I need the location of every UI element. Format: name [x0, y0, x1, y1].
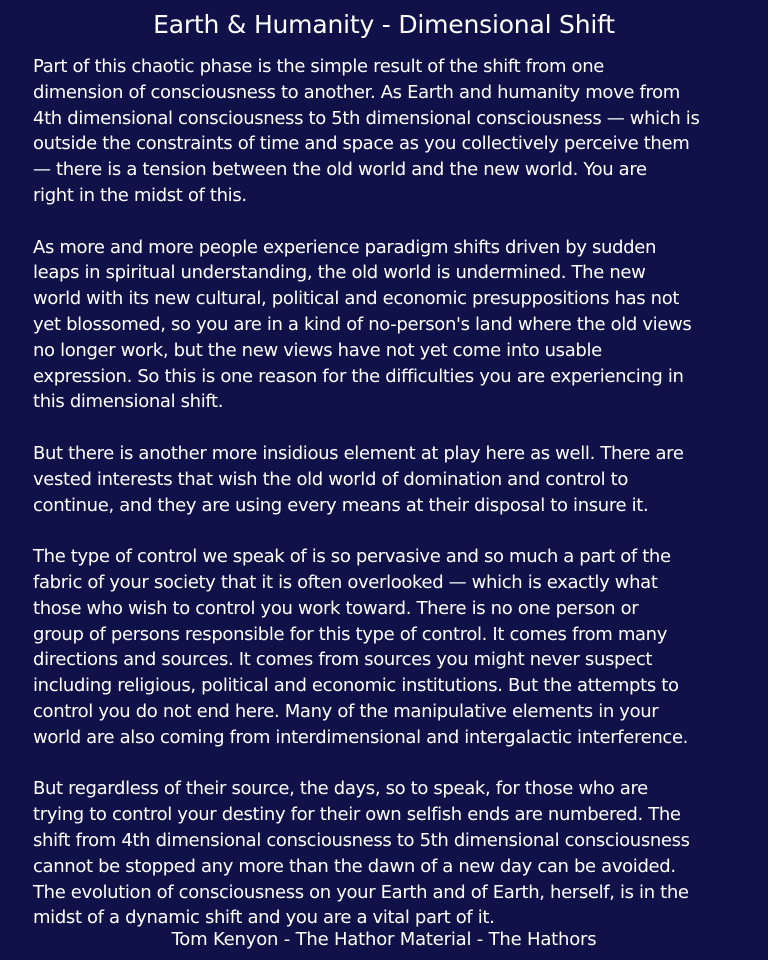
attribution: Tom Kenyon - The Hathor Material - The Hathors — [171, 929, 597, 950]
paragraph-2: As more and more people experience paradigm shifts driven by sudden leaps in spiritual understanding, the old world is undermined. The new world with its new cultural, political and economic presuppositions has not yet blossomed, so you are in a kind of no-person's land where the old views no longer work, but the new views have not yet come into usable expression. So this is one reason for the difficulties you are experiencing in this dimensional shift. — [33, 236, 692, 413]
body-text — [33, 54, 741, 957]
paragraph-4: The type of control we speak of is so pervasive and so much a part of the fabric of your society that it is often overlooked — which is exactly what those who wish to control you work toward. There is no one person or group of persons responsible for this type of control. It comes from many directions and sources. It comes from sources you might never suspect including religious, political and economic institutions. But the attempts to control you do not end here. Many of the manipulative elements in your world are also coming from interdimensional and intergalactic interference. — [33, 546, 689, 748]
paragraph-3: But there is another more insidious element at play here as well. There are vested interests that wish the old world of domination and control to continue, and they are using every means at their disposal to insure it. — [33, 442, 684, 516]
paragraph-1: Part of this chaotic phase is the simple result of the shift from one dimension of consciousness to another. As Earth and humanity move from 4th dimensional consciousness to 5th dimensional consciousness — which is outside the constraints of time and space as you collectively perceive them — there is a tension between the old world and the new world. You are right in the midst of this. — [33, 56, 700, 206]
paragraph-5: But regardless of their source, the days, so to speak, for those who are trying to control your destiny for their own selfish ends are numbered. The shift from 4th dimensional consciousness to 5th dimensional consciousness cannot be stopped any more than the dawn of a new day can be avoided. The evolution of consciousness on your Earth and of Earth, herself, is in the midst of a dynamic shift and you are a vital part of it. — [33, 778, 690, 929]
page-title: Earth & Humanity - Dimensional Shift — [153, 10, 615, 39]
